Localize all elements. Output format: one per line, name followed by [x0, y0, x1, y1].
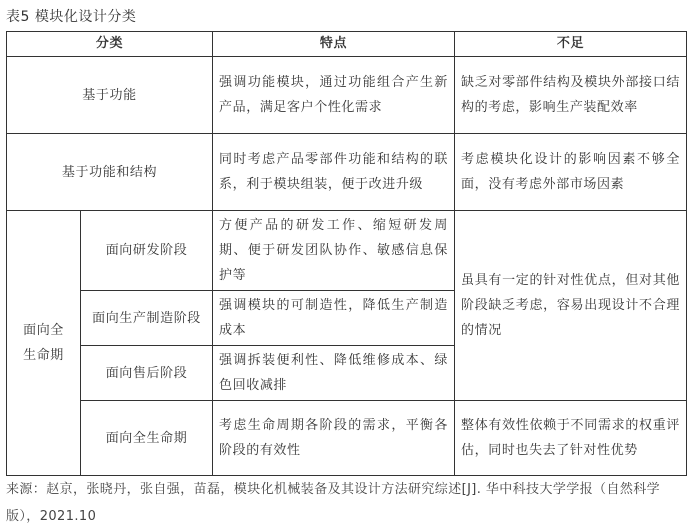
header-category: 分类 [7, 32, 213, 57]
table-header-row [7, 32, 687, 57]
source-citation: 来源：赵京，张晓丹，张自强，苗磊，模块化机械装备及其设计方法研究综述[J]. 华中科技大学学报（自然科学版），2021.10 [6, 482, 661, 524]
header-shortcomings: 不足 [455, 32, 687, 57]
classification-table [6, 31, 687, 476]
stage-cell: 面向研发阶段 [81, 211, 213, 291]
category-cell: 基于功能 [7, 57, 213, 134]
stage-cell: 面向生产制造阶段 [81, 291, 213, 346]
table-caption: 表5 模块化设计分类 [6, 9, 137, 25]
features-cell: 方便产品的研发工作、缩短研发周期、便于研发团队协作、敏感信息保护等 [213, 211, 455, 291]
features-cell: 强调模块的可制造性，降低生产制造成本 [213, 291, 455, 346]
category-cell: 面向全生命期 [7, 211, 81, 476]
shortcomings-cell: 缺乏对零部件结构及模块外部接口结构的考虑，影响生产装配效率 [455, 57, 687, 134]
table-row [7, 211, 687, 291]
table-row [7, 57, 687, 134]
stage-cell: 面向全生命期 [81, 401, 213, 476]
stage-cell: 面向售后阶段 [81, 346, 213, 401]
shortcomings-cell: 虽具有一定的针对性优点，但对其他阶段缺乏考虑，容易出现设计不合理的情况 [455, 211, 687, 401]
shortcomings-cell: 整体有效性依赖于不同需求的权重评估，同时也失去了针对性优势 [455, 401, 687, 476]
features-cell: 强调拆装便利性、降低维修成本、绿色回收减排 [213, 346, 455, 401]
features-cell: 考虑生命周期各阶段的需求，平衡各阶段的有效性 [213, 401, 455, 476]
table-row [7, 134, 687, 211]
shortcomings-cell: 考虑模块化设计的影响因素不够全面，没有考虑外部市场因素 [455, 134, 687, 211]
header-features: 特点 [213, 32, 455, 57]
features-cell: 同时考虑产品零部件功能和结构的联系，利于模块组装，便于改进升级 [213, 134, 455, 211]
table-row [7, 401, 687, 476]
category-cell: 基于功能和结构 [7, 134, 213, 211]
features-cell: 强调功能模块，通过功能组合产生新产品，满足客户个性化需求 [213, 57, 455, 134]
